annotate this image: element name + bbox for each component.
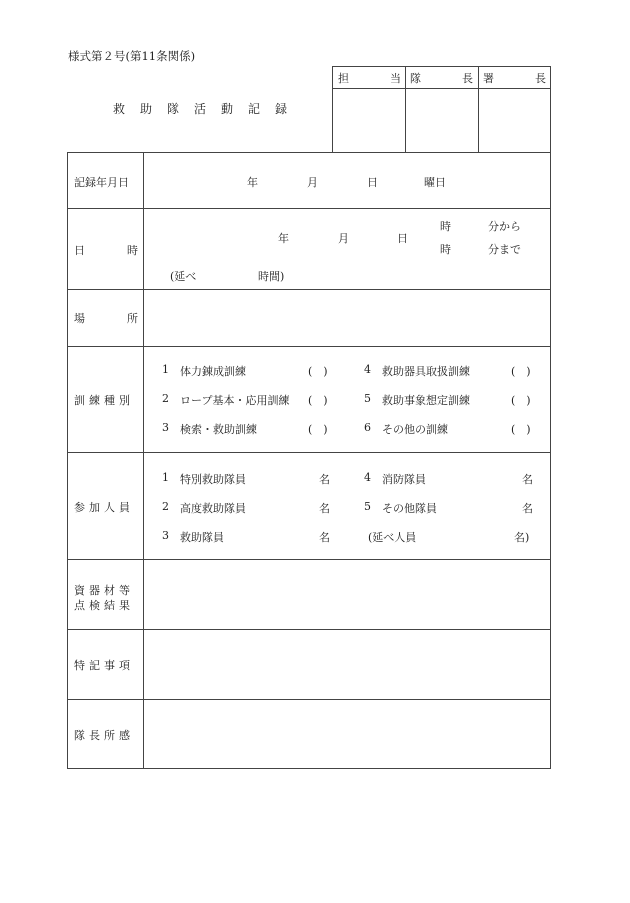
place-label-char2: 所 (127, 312, 138, 325)
member-item-name: その他隊員 (382, 502, 437, 515)
member-item-num: 2 (162, 500, 169, 513)
title-char: 助 (140, 102, 153, 116)
approval-col3-char1: 署 (483, 72, 494, 85)
training-item-num: 4 (364, 363, 371, 376)
datetime-hour-to: 時 (440, 243, 451, 256)
equipment-label-line1: 資器材等 (74, 584, 134, 597)
approval-col2-char1: 隊 (410, 72, 421, 85)
training-item-name: その他の訓練 (382, 423, 448, 436)
datetime-total-hours: 時間) (258, 270, 285, 283)
datetime-total-open: (延べ (170, 270, 197, 283)
approval-col1-char1: 担 (338, 72, 349, 85)
datetime-hour-from: 時 (440, 220, 451, 233)
record-date-year: 年 (247, 176, 258, 189)
record-date-month: 月 (307, 176, 318, 189)
row-divider (67, 629, 551, 630)
member-item-unit: 名 (319, 531, 330, 544)
table-border-left (67, 152, 68, 769)
member-item-num: 3 (162, 529, 169, 542)
title-char: 隊 (167, 102, 180, 116)
approval-col3-char2: 長 (535, 72, 546, 85)
training-item-paren: ( ) (511, 423, 531, 436)
members-total-open: (延べ人員 (368, 531, 417, 544)
row-divider (67, 346, 551, 347)
members-total-close: 名) (514, 531, 530, 544)
datetime-label-char2: 時 (127, 244, 138, 257)
record-date-day: 日 (367, 176, 378, 189)
datetime-month: 月 (338, 232, 349, 245)
training-item-num: 3 (162, 421, 169, 434)
captain-label: 隊長所感 (74, 729, 134, 742)
member-item-num: 4 (364, 471, 371, 484)
approval-left-border (332, 66, 333, 152)
member-item-name: 特別救助隊員 (180, 473, 246, 486)
member-item-num: 1 (162, 471, 169, 484)
training-item-num: 1 (162, 363, 169, 376)
row-divider (67, 208, 551, 209)
training-item-num: 2 (162, 392, 169, 405)
member-item-unit: 名 (319, 502, 330, 515)
member-item-name: 消防隊員 (382, 473, 426, 486)
record-date-weekday: 曜日 (424, 176, 446, 189)
member-item-unit: 名 (319, 473, 330, 486)
row-divider (67, 699, 551, 700)
training-item-paren: ( ) (308, 394, 328, 407)
approval-col1-char2: 当 (390, 72, 401, 85)
title-char: 録 (275, 102, 288, 116)
training-item-name: ロープ基本・応用訓練 (180, 394, 290, 407)
table-border-right (550, 152, 551, 769)
datetime-label-char1: 日 (74, 244, 85, 257)
training-item-name: 体力錬成訓練 (180, 365, 246, 378)
equipment-label-line2: 点検結果 (74, 599, 134, 612)
form-number: 様式第２号(第11条関係) (68, 49, 196, 63)
approval-top-border (332, 66, 551, 67)
title-char: 救 (113, 102, 126, 116)
row-divider (67, 289, 551, 290)
label-column-divider (143, 152, 144, 769)
datetime-min-from: 分から (488, 220, 521, 233)
training-item-name: 救助器具取扱訓練 (382, 365, 470, 378)
notes-label: 特記事項 (74, 659, 134, 672)
training-item-paren: ( ) (511, 365, 531, 378)
training-item-name: 救助事象想定訓練 (382, 394, 470, 407)
title-char: 動 (221, 102, 234, 116)
member-item-name: 高度救助隊員 (180, 502, 246, 515)
datetime-min-to: 分まで (488, 243, 521, 256)
training-item-paren: ( ) (308, 423, 328, 436)
member-item-name: 救助隊員 (180, 531, 224, 544)
row-divider (67, 559, 551, 560)
datetime-year: 年 (278, 232, 289, 245)
member-item-num: 5 (364, 500, 371, 513)
datetime-day: 日 (397, 232, 408, 245)
training-item-paren: ( ) (308, 365, 328, 378)
approval-right-border (550, 66, 551, 152)
training-label: 訓練種別 (74, 394, 134, 407)
table-border-top (67, 152, 551, 153)
training-item-name: 検索・救助訓練 (180, 423, 257, 436)
place-label-char1: 場 (74, 312, 85, 325)
record-date-label: 記録年月日 (74, 176, 129, 189)
title-char: 記 (248, 102, 261, 116)
title-char: 活 (194, 102, 207, 116)
approval-col-divider (478, 66, 479, 152)
member-item-unit: 名 (522, 473, 533, 486)
members-label: 参加人員 (74, 501, 134, 514)
approval-col2-char2: 長 (462, 72, 473, 85)
training-item-paren: ( ) (511, 394, 531, 407)
training-item-num: 5 (364, 392, 371, 405)
table-border-bottom (67, 768, 551, 769)
row-divider (67, 452, 551, 453)
approval-col-divider (405, 66, 406, 152)
approval-header-divider (332, 88, 551, 89)
training-item-num: 6 (364, 421, 371, 434)
member-item-unit: 名 (522, 502, 533, 515)
